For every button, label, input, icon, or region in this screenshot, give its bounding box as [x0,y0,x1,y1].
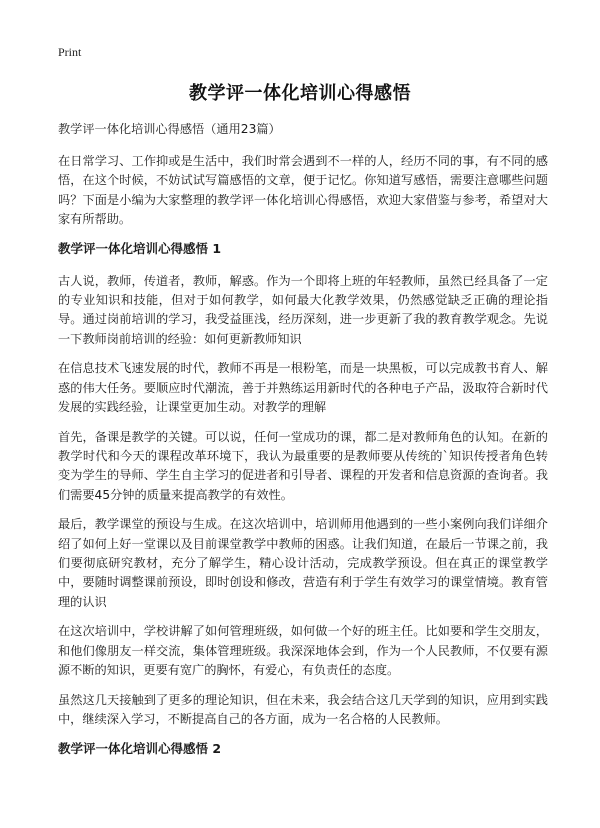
paragraph: 最后，教学课堂的预设与生成。在这次培训中，培训师用他遇到的一些小案例向我们详细介绍了如何上好一堂课以及目前课堂教学中教师的困惑。让我们知道，在最后一节课之前，我们要彻底研究教材，充分了解学生，精心设计活动，完成教学预设。但在真正的课堂教学中，要随时调整课前预设，即时创设和修改，营造有利于学生有效学习的课堂情境。教育管理的认识 [58,517,548,609]
document-body [58,119,548,772]
section-heading-1: 教学评一体化培训心得感悟 1 [58,240,222,256]
paragraph: 在这次培训中，学校讲解了如何管理班级，如何做一个好的班主任。比如要和学生交朋友，和他们像朋友一样交流，集体管理班级。我深深地体会到，作为一个人民教师，不仅要有源源不断的知识，更要有宽广的胸怀，有爱心，有负责任的态度。 [58,624,548,678]
section-heading-2: 教学评一体化培训心得感悟 2 [58,740,222,756]
paragraph: 古人说，教师，传道者，教师，解惑。作为一个即将上班的年轻教师，虽然已经具备了一定的专业知识和技能，但对于如何教学，如何最大化教学效果，仍然感觉缺乏正确的理论指导。通过岗前培训的学习，我受益匪浅，经历深刻，进一步更新了我的教育教学观念。先说一下教师岗前培训的经验：如何更新教师知识 [58,273,548,346]
paragraph: 在信息技术飞速发展的时代，教师不再是一根粉笔，而是一块黑板，可以完成教书育人、解惑的伟大任务。要顺应时代潮流，善于并熟练运用新时代的各种电子产品，汲取符合新时代发展的实践经验，让课堂更加生动。对教学的理解 [58,361,548,414]
document-subtitle: 教学评一体化培训心得感悟（通用23篇） [58,122,281,136]
paragraph: 首先，备课是教学的关键。可以说，任何一堂成功的课，都二是对教师角色的认知。在新的教学时代和今天的课程改革环境下，我认为最重要的是教师要从传统的`知识传授者角色转变为学生的导师、学生自主学习的促进者和引导者、课程的开发者和信息资源的查询者。我们需要45分钟的质量来提高教学的有效性。 [58,429,548,502]
print-link[interactable]: Print [58,45,82,59]
paragraph: 虽然这几天接触到了更多的理论知识，但在未来，我会结合这几天学到的知识，应用到实践中，继续深入学习，不断提高自己的各方面，成为一名合格的人民教师。 [58,692,548,727]
intro-paragraph: 在日常学习、工作抑或是生活中，我们时常会遇到不一样的人，经历不同的事，有不同的感悟，在这个时候，不妨试试写篇感悟的文章，便于记忆。你知道写感悟，需要注意哪些问题吗？下面是小编为大家整理的教学评一体化培训心得感悟，欢迎大家借鉴与参考，希望对大家有所帮助。 [58,154,548,226]
page-title: 教学评一体化培训心得感悟 [189,83,411,104]
